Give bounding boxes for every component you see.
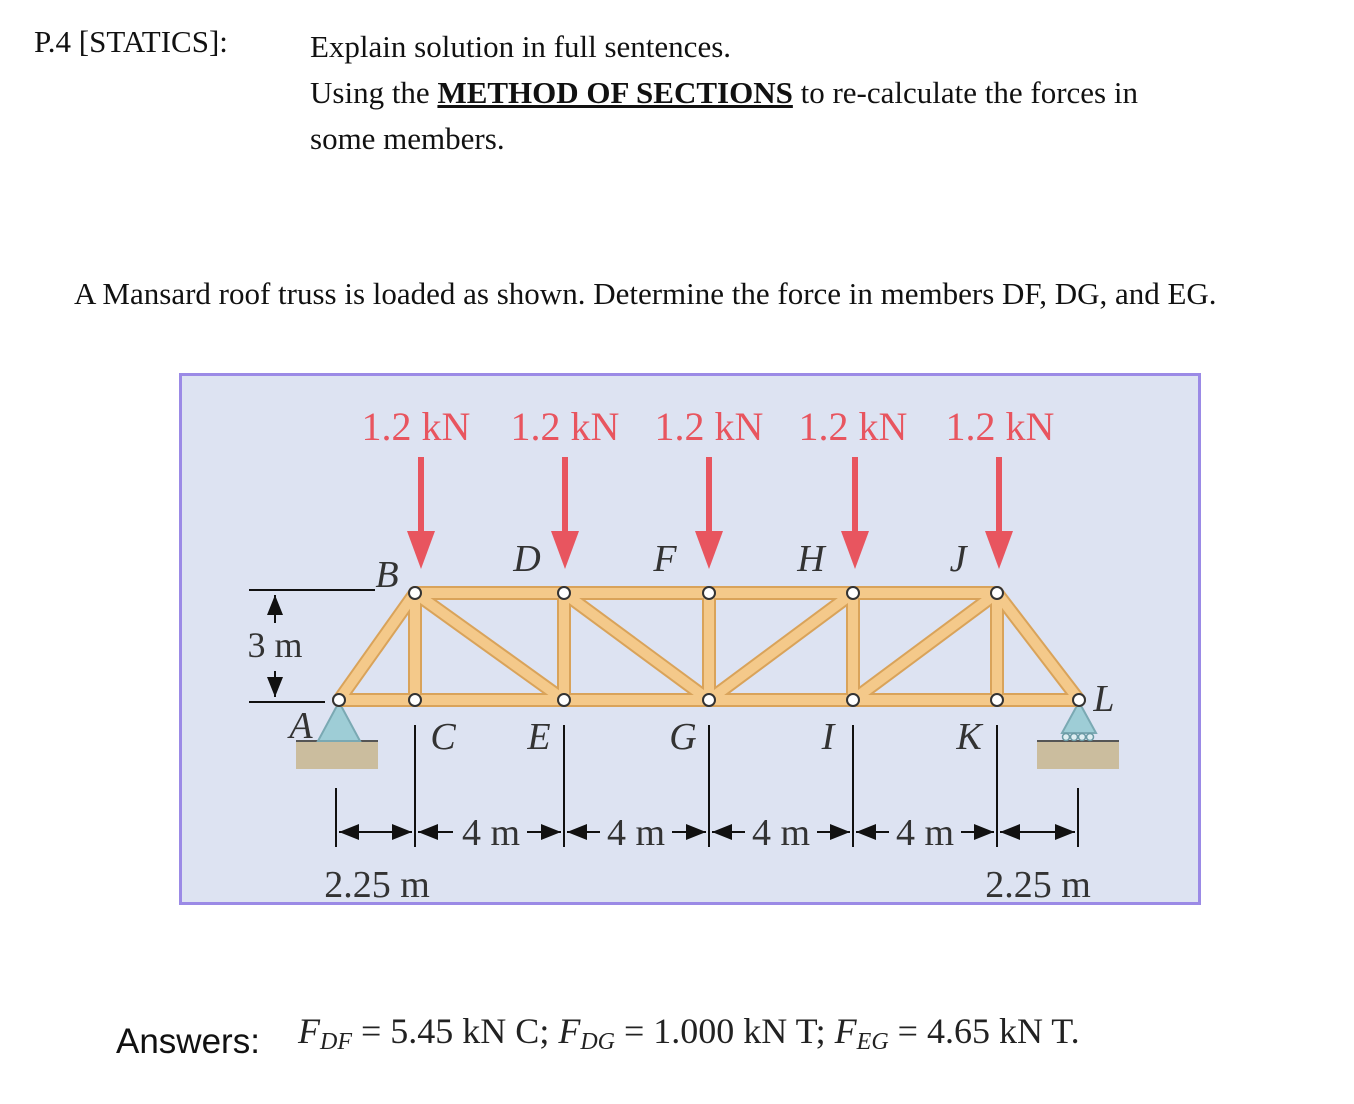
truss-diagram <box>182 376 1198 902</box>
load-label: 1.2 kN <box>945 404 1055 449</box>
problem-number: P.4 [STATICS]: <box>34 24 228 59</box>
ground-right <box>1037 741 1119 769</box>
force-subscript: EG <box>856 1029 889 1055</box>
load-arrow-icon <box>985 531 1013 569</box>
answers-values <box>298 1010 1080 1056</box>
answers-label: Answers: <box>116 1022 260 1061</box>
force-subscript: DG <box>580 1029 615 1055</box>
height-label: 3 m <box>247 625 303 665</box>
load-arrow-icon <box>407 531 435 569</box>
joint-label: A <box>289 705 313 747</box>
joint-label: D <box>513 538 541 580</box>
spacing-label: 4 m <box>606 812 666 854</box>
instruction-line-2 <box>310 70 1138 116</box>
joint-label: G <box>669 716 697 758</box>
joint-label: L <box>1093 678 1115 720</box>
load-arrow-icon <box>551 531 579 569</box>
problem-instructions <box>310 24 1138 162</box>
end-span-label: 2.25 m <box>324 864 430 902</box>
instruction-line-1: Explain solution in full sentences. <box>310 29 732 64</box>
joint-label: I <box>821 716 835 758</box>
load-label: 1.2 kN <box>798 404 908 449</box>
force-value-df: = 5.45 kN C; <box>352 1011 559 1051</box>
method-emphasis: METHOD OF SECTIONS <box>437 75 793 110</box>
joint-label: C <box>430 716 456 758</box>
force-value-eg: = 4.65 kN T. <box>888 1011 1080 1051</box>
force-symbol: F <box>834 1011 857 1051</box>
roller-wheels <box>1063 734 1094 741</box>
force-subscript: DF <box>320 1029 352 1055</box>
spacing-label: 4 m <box>751 812 811 854</box>
load-label: 1.2 kN <box>361 404 471 449</box>
instruction-line-2-post: to re-calculate the forces in <box>792 75 1138 110</box>
load-arrows <box>407 457 1013 569</box>
joint-label: E <box>527 716 551 758</box>
problem-statement: A Mansard roof truss is loaded as shown. Determine the force in members DF, DG, and EG. <box>74 276 1217 311</box>
load-arrow-icon <box>841 531 869 569</box>
force-symbol: F <box>558 1011 581 1051</box>
joint-label: H <box>797 538 825 580</box>
joint-label: J <box>949 538 967 580</box>
joint-label: B <box>375 554 399 596</box>
truss-figure <box>179 373 1201 905</box>
force-symbol: F <box>298 1011 320 1051</box>
end-span-label: 2.25 m <box>985 864 1091 902</box>
instruction-line-3: some members. <box>310 121 505 156</box>
load-arrow-icon <box>695 531 723 569</box>
load-label: 1.2 kN <box>510 404 620 449</box>
spacing-label: 4 m <box>895 812 955 854</box>
pin-support-icon <box>318 702 360 741</box>
spacing-label: 4 m <box>461 812 521 854</box>
instruction-line-2-pre: Using the <box>310 75 438 110</box>
force-value-dg: = 1.000 kN T; <box>615 1011 835 1051</box>
joint-label: F <box>653 538 677 580</box>
load-label: 1.2 kN <box>654 404 764 449</box>
joint-label: K <box>956 716 982 758</box>
